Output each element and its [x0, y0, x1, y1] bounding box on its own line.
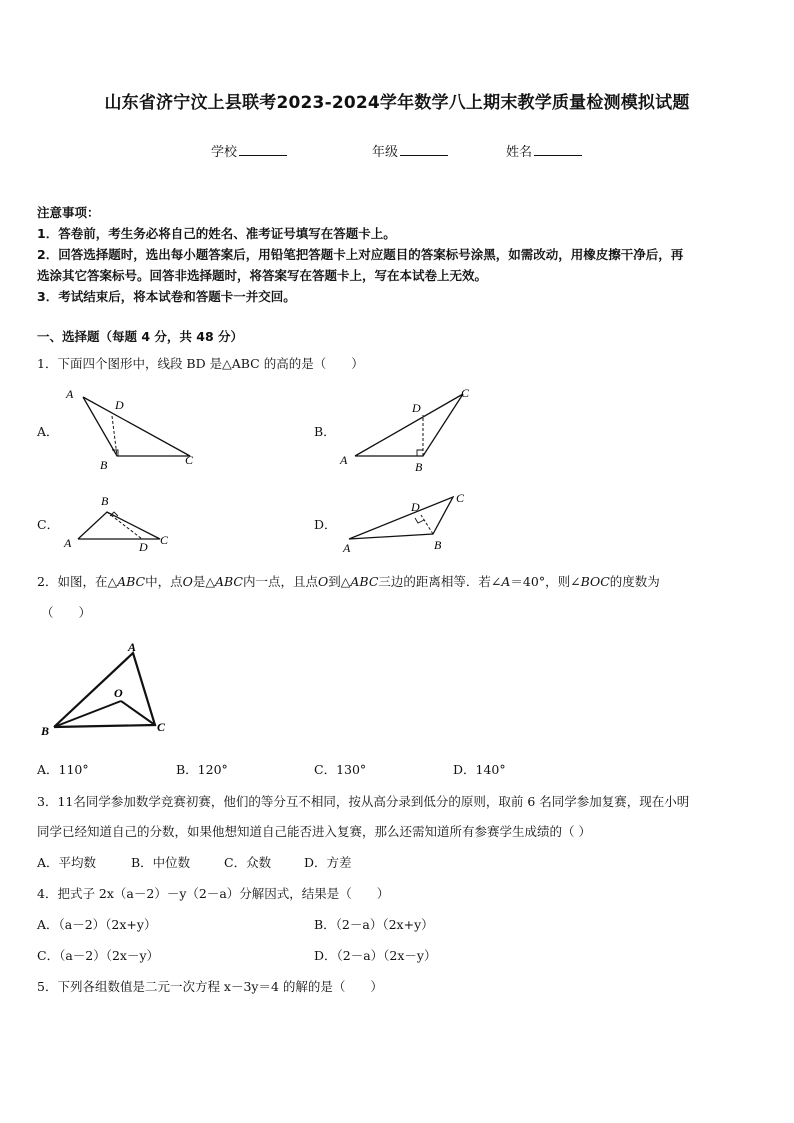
q4-stem: 4．把式子 2x（a－2）－y（2－a）分解因式，结果是（ ） — [37, 886, 390, 901]
q1-option-a[interactable]: A． — [37, 424, 59, 439]
q1b-label-d: D — [412, 401, 421, 415]
q2-answer-paren: （ ） — [41, 605, 92, 620]
q4-option-c[interactable]: C．（a－2）（2x－y） — [37, 948, 160, 963]
q1-option-d[interactable]: D． — [314, 517, 337, 532]
q2-option-d[interactable]: D．140° — [453, 762, 506, 777]
grade-field[interactable] — [372, 141, 448, 160]
notice-heading: 注意事项： — [37, 205, 100, 220]
q1b-label-b: B — [415, 460, 423, 472]
q1a-label-c: C — [185, 453, 194, 467]
q1d-label-d: D — [411, 500, 420, 514]
q1b-label-c: C — [461, 386, 470, 400]
name-label: 姓名 — [506, 145, 533, 160]
q2-label-a: A — [128, 640, 137, 654]
q1-figure-a — [60, 382, 210, 472]
q1a-label-a: A — [66, 387, 74, 401]
q1c-label-c: C — [160, 533, 169, 547]
notice-item-2: 2．回答选择题时，选出每小题答案后，用铅笔把答题卡上对应题目的答案标号涂黑，如需改动，用橡皮擦干净后，再 — [37, 247, 684, 262]
q1d-label-c: C — [456, 491, 465, 505]
notice-item-3: 3．考试结束后，将本试卷和答题卡一并交回。 — [37, 289, 296, 304]
q1-stem: 1．下面四个图形中，线段 BD 是△ABC 的高的是（ ） — [37, 356, 364, 371]
school-field[interactable] — [211, 141, 287, 160]
school-blank[interactable] — [239, 143, 287, 156]
section-heading: 一、选择题（每题 4 分，共 48 分） — [37, 329, 244, 344]
q1b-label-a: A — [340, 453, 348, 467]
q1c-label-b: B — [101, 494, 109, 508]
notice-item-1: 1．答卷前，考生务必将自己的姓名、准考证号填写在答题卡上。 — [37, 226, 396, 241]
q3-option-a[interactable]: A．平均数 — [37, 855, 97, 870]
q2-label-o: O — [114, 686, 123, 700]
q1-figure-c — [60, 490, 190, 558]
q1-figure-b — [335, 382, 485, 472]
notice-item-2-cont: 选涂其它答案标号。回答非选择题时，将答案写在答题卡上，写在本试卷上无效。 — [37, 268, 488, 283]
q4-option-d[interactable]: D．（2－a）（2x－y） — [314, 948, 437, 963]
q2-option-b[interactable]: B．120° — [176, 762, 228, 777]
q3-stem-line2: 同学已经知道自己的分数，如果他想知道自己能否进入复赛，那么还需知道所有参赛学生成绩的（ ） — [37, 824, 591, 839]
grade-label: 年级 — [372, 145, 399, 160]
q2-option-c[interactable]: C．130° — [314, 762, 367, 777]
grade-blank[interactable] — [400, 143, 448, 156]
q1c-label-a: A — [64, 536, 72, 550]
q4-option-a[interactable]: A．（a－2）（2x+y） — [37, 917, 157, 932]
q1-option-c[interactable]: C． — [37, 517, 60, 532]
q4-option-b[interactable]: B．（2－a）（2x+y） — [314, 917, 434, 932]
name-field[interactable] — [506, 141, 582, 160]
q3-stem-line1: 3．11名同学参加数学竞赛初赛，他们的等分互不相同，按从高分录到低分的原则，取前 6 名同学参加复赛，现在小明 — [37, 794, 690, 809]
q1-option-b[interactable]: B． — [314, 424, 336, 439]
q3-option-b[interactable]: B．中位数 — [131, 855, 191, 870]
q2-option-a[interactable]: A．110° — [37, 762, 89, 777]
school-label: 学校 — [211, 145, 238, 160]
q1d-label-a: A — [343, 541, 351, 555]
page-title: 山东省济宁汶上县联考2023-2024学年数学八上期末教学质量检测模拟试题 — [104, 93, 690, 113]
q2-figure — [38, 638, 178, 742]
q1-figure-d — [335, 485, 485, 560]
q2-stem: 2．如图，在△ABC中，点O是△ABC内一点，且点O到△ABC三边的距离相等．若∠A＝40°，则∠BOC的度数为 — [37, 574, 660, 589]
q1a-label-d: D — [115, 398, 124, 412]
q2-label-c: C — [157, 720, 166, 734]
q1a-label-b: B — [100, 458, 108, 472]
q1d-label-b: B — [434, 538, 442, 552]
q2-label-b: B — [41, 724, 50, 738]
name-blank[interactable] — [534, 143, 582, 156]
q3-option-d[interactable]: D．方差 — [304, 855, 352, 870]
q5-stem: 5．下列各组数值是二元一次方程 x－3y＝4 的解的是（ ） — [37, 979, 383, 994]
q1c-label-d: D — [139, 540, 148, 554]
q3-option-c[interactable]: C．众数 — [224, 855, 272, 870]
